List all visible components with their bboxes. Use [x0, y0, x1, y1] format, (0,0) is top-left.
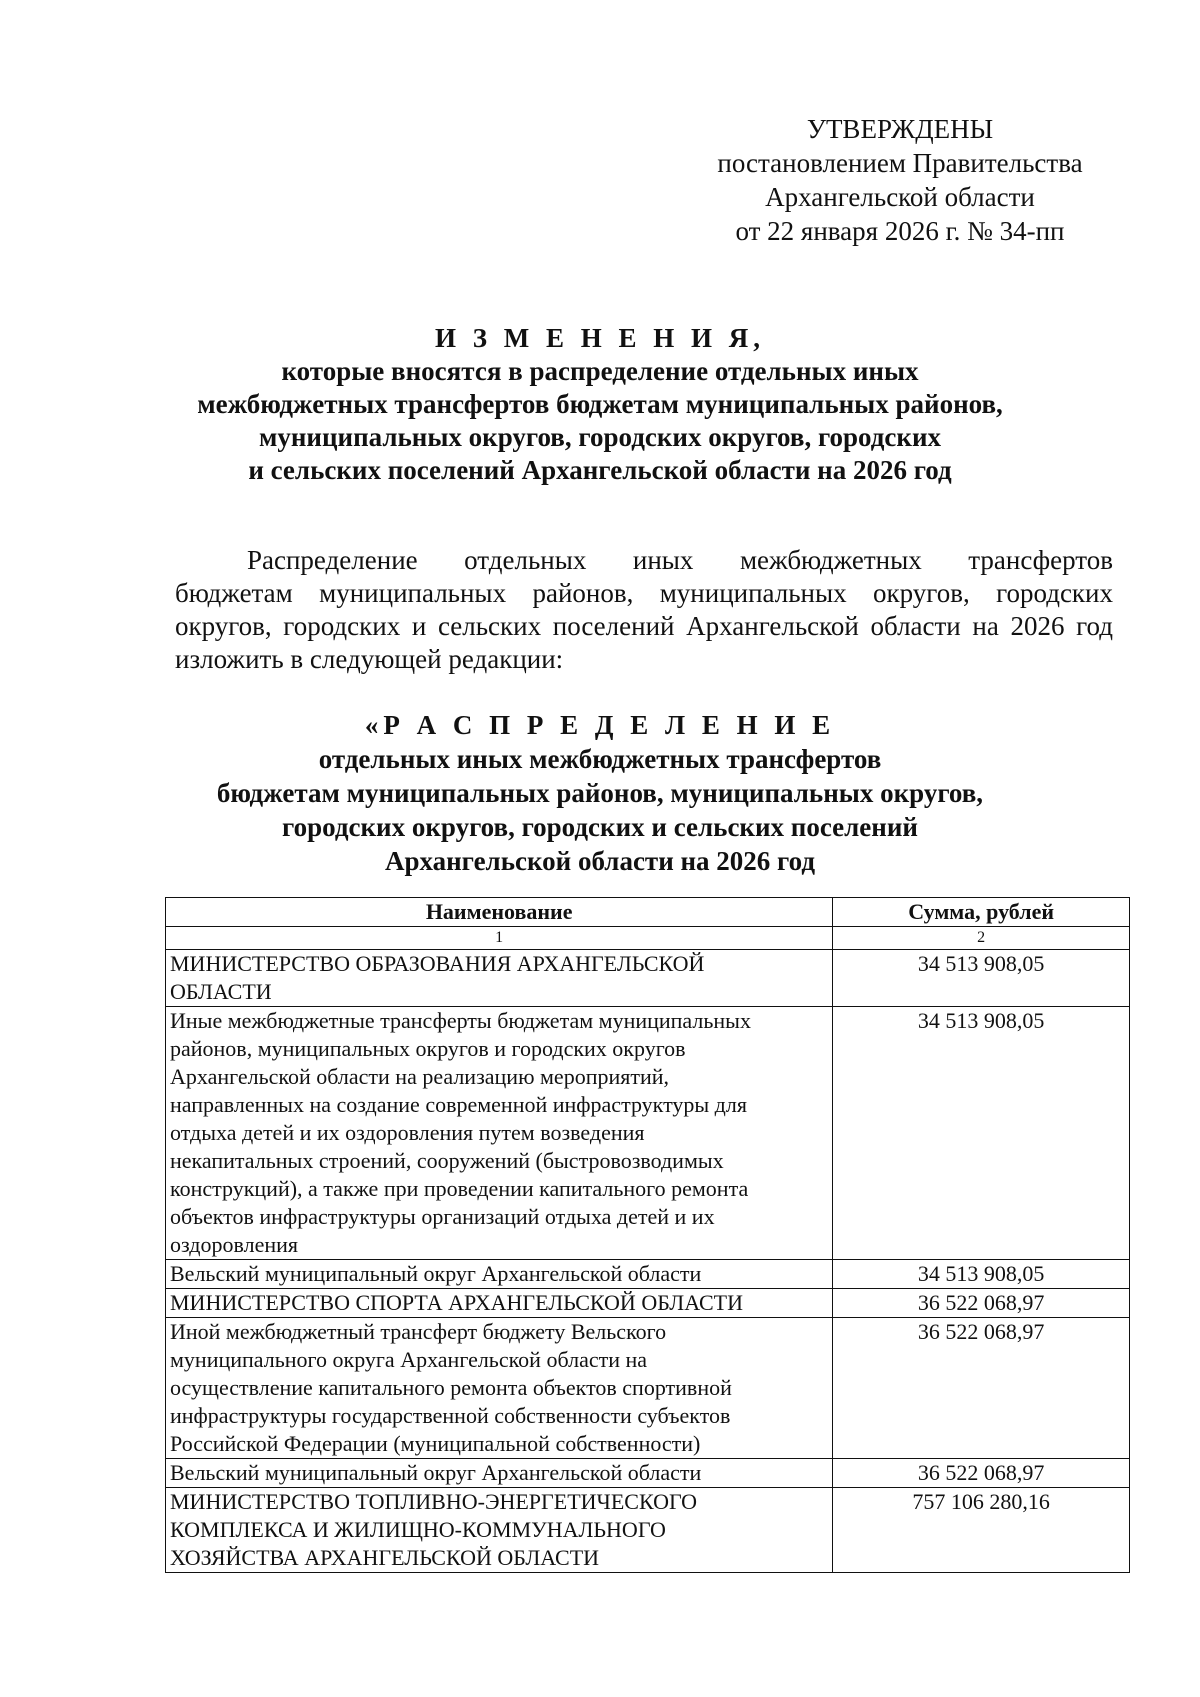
row-amount: 34 513 908,05	[833, 950, 1130, 1007]
row-name-line: МИНИСТЕРСТВО ОБРАЗОВАНИЯ АРХАНГЕЛЬСКОЙ	[170, 951, 705, 976]
approval-line: УТВЕРЖДЕНЫ	[806, 114, 994, 144]
header-name: Наименование	[166, 898, 833, 927]
row-name	[166, 1488, 833, 1573]
table-row	[166, 1260, 1130, 1289]
distribution-table	[165, 897, 1130, 1573]
distribution-line: отдельных иных межбюджетных трансфертов	[318, 744, 882, 774]
row-name-line: Вельский муниципальный округ Архангельской области	[170, 1261, 702, 1286]
table-row	[166, 950, 1130, 1007]
row-name-line: осуществление капитального ремонта объектов спортивной	[170, 1375, 732, 1400]
row-name	[166, 1459, 833, 1488]
row-name-line: МИНИСТЕРСТВО СПОРТА АРХАНГЕЛЬСКОЙ ОБЛАСТИ	[170, 1290, 743, 1315]
row-amount: 36 522 068,97	[833, 1318, 1130, 1459]
column-number-row	[166, 927, 1130, 950]
row-name-line: направленных на создание современной инфраструктуры для	[170, 1092, 747, 1117]
table-row	[166, 1459, 1130, 1488]
distribution-title	[130, 708, 1070, 878]
row-name	[166, 1289, 833, 1318]
row-name-line: Вельский муниципальный округ Архангельской области	[170, 1460, 702, 1485]
row-name-line: Иные межбюджетные трансферты бюджетам муниципальных	[170, 1008, 751, 1033]
approval-line: Архангельской области	[765, 182, 1035, 212]
row-name-line: Архангельской области на реализацию мероприятий,	[170, 1064, 670, 1089]
row-name-line: конструкций), а также при проведении капитального ремонта	[170, 1176, 749, 1201]
distribution-heading: «Р А С П Р Е Д Е Л Е Н И Е	[364, 710, 836, 740]
row-name-line: МИНИСТЕРСТВО ТОПЛИВНО-ЭНЕРГЕТИЧЕСКОГО	[170, 1489, 698, 1514]
title-line: которые вносятся в распределение отдельных иных	[281, 356, 919, 386]
column-number: 1	[166, 927, 833, 950]
column-number: 2	[833, 927, 1130, 950]
row-name-line: Российской Федерации (муниципальной собственности)	[170, 1431, 701, 1456]
approval-line: от 22 января 2026 г. № 34-пп	[735, 216, 1065, 246]
row-name-line: инфраструктуры государственной собственности субъектов	[170, 1403, 731, 1428]
title-line: и сельских поселений Архангельской области на 2026 год	[248, 455, 952, 485]
intro-line: изложить в следующей редакции:	[175, 644, 564, 674]
row-name-line: районов, муниципальных округов и городских округов	[170, 1036, 686, 1061]
row-amount: 34 513 908,05	[833, 1260, 1130, 1289]
title-line: муниципальных округов, городских округов, городских	[258, 422, 942, 452]
distribution-line: городских округов, городских и сельских поселений	[282, 812, 918, 842]
row-name-line: ОБЛАСТИ	[170, 979, 272, 1004]
table-row	[166, 1289, 1130, 1318]
row-name-line: некапитальных строений, сооружений (быстровозводимых	[170, 1148, 724, 1173]
row-name-line: Иной межбюджетный трансферт бюджету Вельского	[170, 1319, 667, 1344]
row-name-line: ХОЗЯЙСТВА АРХАНГЕЛЬСКОЙ ОБЛАСТИ	[170, 1545, 600, 1570]
row-amount: 757 106 280,16	[833, 1488, 1130, 1573]
header-amount: Сумма, рублей	[833, 898, 1130, 927]
row-name	[166, 1260, 833, 1289]
approval-line: постановлением Правительства	[717, 148, 1083, 178]
intro-line: округов, городских и сельских поселений Архангельской области на 2026 год	[175, 611, 1113, 641]
row-amount: 36 522 068,97	[833, 1459, 1130, 1488]
row-name	[166, 950, 833, 1007]
title-line: межбюджетных трансфертов бюджетам муниципальных районов,	[197, 389, 1003, 419]
table-row	[166, 1318, 1130, 1459]
approval-stamp	[700, 112, 1100, 248]
distribution-line: Архангельской области на 2026 год	[384, 846, 816, 876]
row-name	[166, 1318, 833, 1459]
intro-line: бюджетам муниципальных районов, муниципальных округов, городских	[175, 578, 1113, 608]
row-name-line: КОМПЛЕКСА И ЖИЛИЩНО-КОММУНАЛЬНОГО	[170, 1517, 666, 1542]
row-name-line: оздоровления	[170, 1232, 298, 1257]
row-name-line: муниципального округа Архангельской области на	[170, 1347, 648, 1372]
distribution-line: бюджетам муниципальных районов, муниципальных округов,	[216, 778, 984, 808]
table-header-row	[166, 898, 1130, 927]
document-title	[130, 322, 1070, 487]
intro-line: Распределение отдельных иных межбюджетных трансфертов	[247, 545, 1113, 575]
table-row	[166, 1488, 1130, 1573]
table-body	[166, 950, 1130, 1573]
row-name	[166, 1007, 833, 1260]
table-row	[166, 1007, 1130, 1260]
title-heading: И З М Е Н Е Н И Я,	[434, 323, 765, 353]
row-amount: 34 513 908,05	[833, 1007, 1130, 1260]
row-amount: 36 522 068,97	[833, 1289, 1130, 1318]
intro-paragraph	[175, 544, 1113, 676]
row-name-line: объектов инфраструктуры организаций отдыха детей и их	[170, 1204, 715, 1229]
row-name-line: отдыха детей и их оздоровления путем возведения	[170, 1120, 645, 1145]
